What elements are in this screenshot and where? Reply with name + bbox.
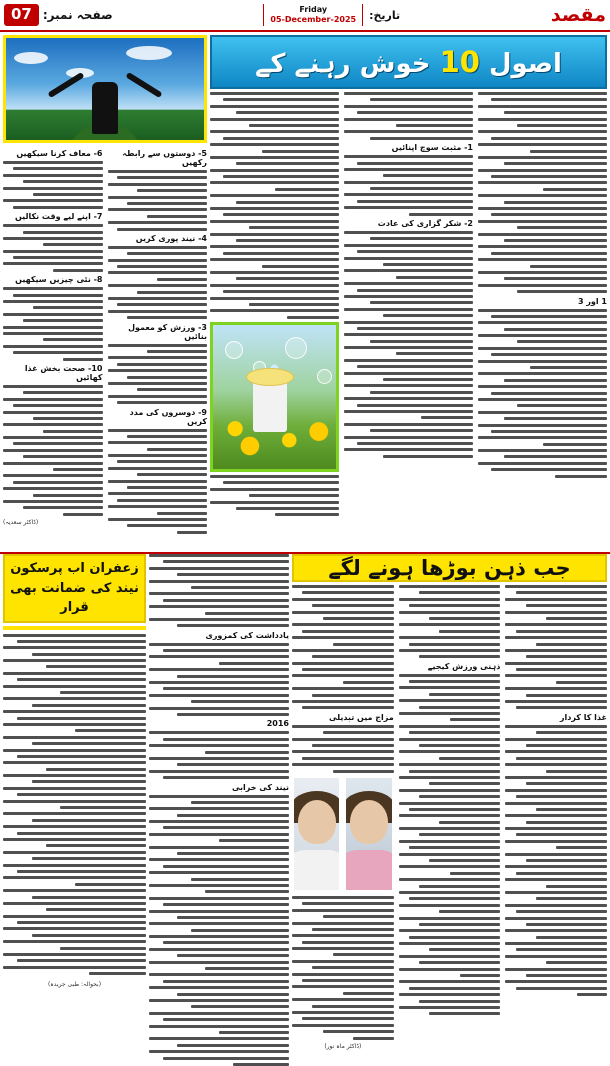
subheading: 3- ورزش کو معمول بنائیں [128, 322, 207, 341]
subheading: 10- صحت بخش غذا کھائیں [24, 363, 103, 382]
bottom-section [0, 554, 610, 1050]
headline-suffix: اصول [489, 49, 562, 79]
article-column [3, 146, 103, 549]
saffron-article [3, 554, 146, 988]
article-column [292, 585, 394, 1050]
saffron-threads-photo [3, 626, 146, 630]
aging-mind-headline-banner [292, 554, 607, 582]
article-column [478, 92, 607, 549]
date-day: Friday [299, 5, 328, 14]
subheading: غذا کا کردار [559, 712, 608, 722]
subheading: 6- معاف کرنا سیکھیں [16, 149, 103, 158]
subheading: 2- شکر گزاری کی عادت [377, 219, 473, 229]
subheading: 1- مثبت سوچ اپنائیں [391, 143, 473, 153]
article-column [399, 585, 501, 1050]
saffron-headline-line1: زعفران اب پرسکون [10, 561, 139, 576]
date-word-label: تاریخ: [369, 8, 401, 22]
masthead-date [263, 0, 400, 30]
article-column [108, 146, 208, 549]
woman-in-sunflower-field-photo [210, 322, 339, 472]
main-headline [255, 45, 562, 79]
masthead-right [551, 0, 606, 30]
subheading: 5- دوستوں سے رابطہ رکھیں [122, 149, 207, 167]
date-value: 05-December-2025 [270, 15, 357, 24]
page-label: صفحہ نمبر: [42, 8, 113, 22]
aging-mind-article-credit: (ڈاکٹر ماہ نور) [324, 1042, 362, 1050]
saffron-headline-banner [3, 554, 146, 623]
article-credit: (ڈاکٹر سعدیہ) [3, 519, 39, 527]
publication-logo: مقصد [550, 4, 606, 26]
highlight-year: 2016 [266, 719, 289, 729]
main-article-columns [210, 92, 607, 549]
article-column [344, 92, 473, 549]
subheading: یادداشت کی کمزوری [205, 630, 289, 640]
main-article [210, 35, 607, 549]
masthead [0, 0, 610, 32]
top-section [0, 32, 610, 552]
side-note-heading: 1 اور 3 [577, 296, 607, 306]
article-column [210, 92, 339, 549]
article-column [505, 585, 607, 1050]
top-left-text-columns [3, 146, 207, 549]
aging-mind-columns [292, 585, 607, 1050]
aging-mind-photos [292, 776, 394, 892]
date-box [263, 4, 363, 26]
subheading: 7- اپنے لیے وقت نکالیں [14, 212, 103, 222]
bottom-middle-column [149, 554, 289, 977]
aging-mind-headline: جب ذہن بوڑھا ہونے لگے [328, 556, 571, 580]
masthead-left [4, 0, 113, 30]
subheading: ذہنی ورزش کیجیے [427, 661, 501, 671]
saffron-article-credit: (بحوالہ: طبی جریدہ) [47, 980, 102, 988]
woman-covering-eyes-photo [292, 776, 341, 892]
headline-number: 10 [439, 45, 480, 79]
subheading: 4- نیند پوری کریں [135, 233, 207, 243]
aging-mind-article [292, 554, 608, 1050]
subheading: مزاج میں تبدیلی [328, 712, 394, 722]
saffron-headline-line2: نیند کی ضمانت بھی قرار [10, 580, 139, 615]
subheading: 9- دوسروں کی مدد کریں [129, 407, 207, 426]
main-headline-banner [210, 35, 607, 89]
top-left-column [3, 35, 207, 549]
woman-holding-head-photo [344, 776, 393, 892]
page-number-badge: 07 [4, 4, 39, 26]
subheading: 8- نئی چیزیں سیکھیں [15, 275, 103, 285]
subheading: نیند کی خرابی [231, 782, 289, 792]
headline-prefix: خوش رہنے کے [255, 49, 431, 79]
man-with-open-arms-photo [3, 35, 207, 143]
